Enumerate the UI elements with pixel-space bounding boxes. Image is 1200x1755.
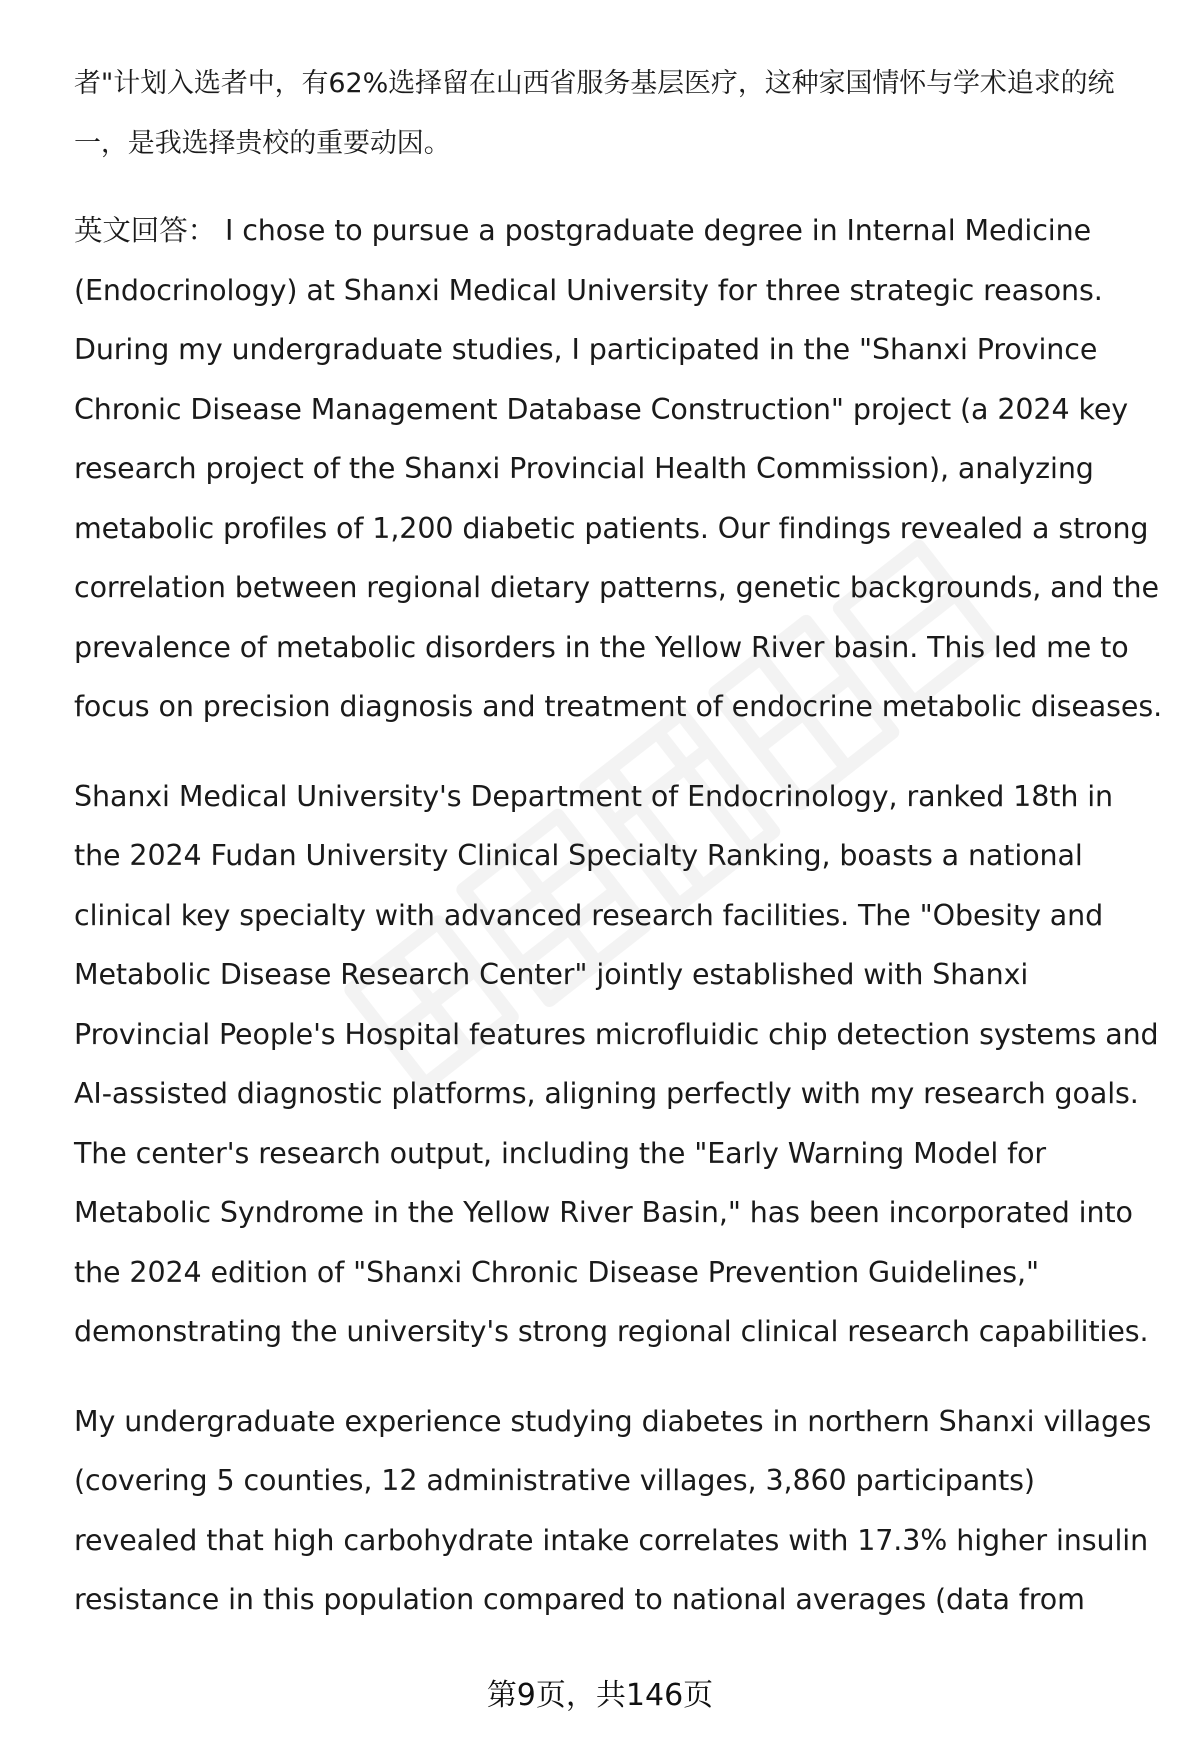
document-page — [74, 54, 1164, 1630]
paragraph-undergraduate-experience: My undergraduate experience studying diabetes in northern Shanxi villages (covering 5 counties, 12 administrative villages, 3,860 participants) revealed that high carbohydrate intake correlates with 17.3% higher insulin resistance in this population compared to national averages (data from — [74, 1404, 1152, 1616]
paragraph-department-description: Shanxi Medical University's Department of Endocrinology, ranked 18th in the 2024 Fudan University Clinical Specialty Ranking, boasts a national clinical key specialty with advanced research facilities. The "Obesity and Metabolic Disease Research Center" jointly established with Shanxi Provincial People's Hospital features microfluidic chip detection systems and AI-assisted diagnostic platforms, aligning perfectly with my research goals. The center's research output, including the "Early Warning Model for Metabolic Syndrome in the Yellow River Basin," has been incorporated into the 2024 edition of "Shanxi Chronic Disease Prevention Guidelines," demonstrating the university's strong regional clinical research capabilities. — [74, 779, 1159, 1348]
paragraph-gap — [74, 737, 1164, 767]
paragraph-chinese-continuation: 者"计划入选者中，有62%选择留在山西省服务基层医疗，这种家国情怀与学术追求的统一，是我选择贵校的重要动因。 — [74, 68, 1115, 159]
paragraph-english-answer-intro: 英文回答： I chose to pursue a postgraduate degree in Internal Medicine (Endocrinology) at Shanxi Medical University for three strategic reasons. During my undergraduate studies, I participated in the "Shanxi Province Chronic Disease Management Database Construction" project (a 2024 key research project of the Shanxi Provincial Health Commission), analyzing metabolic profiles of 1,200 diabetic patients. Our findings revealed a strong correlation between regional dietary patterns, genetic backgrounds, and the prevalence of metabolic disorders in the Yellow River basin. This led me to focus on precision diagnosis and treatment of endocrine metabolic diseases. — [74, 214, 1163, 723]
page-footer: 第9页，共146页 — [486, 1678, 714, 1713]
paragraph-gap — [74, 1362, 1164, 1392]
paragraph-gap — [74, 173, 1164, 201]
